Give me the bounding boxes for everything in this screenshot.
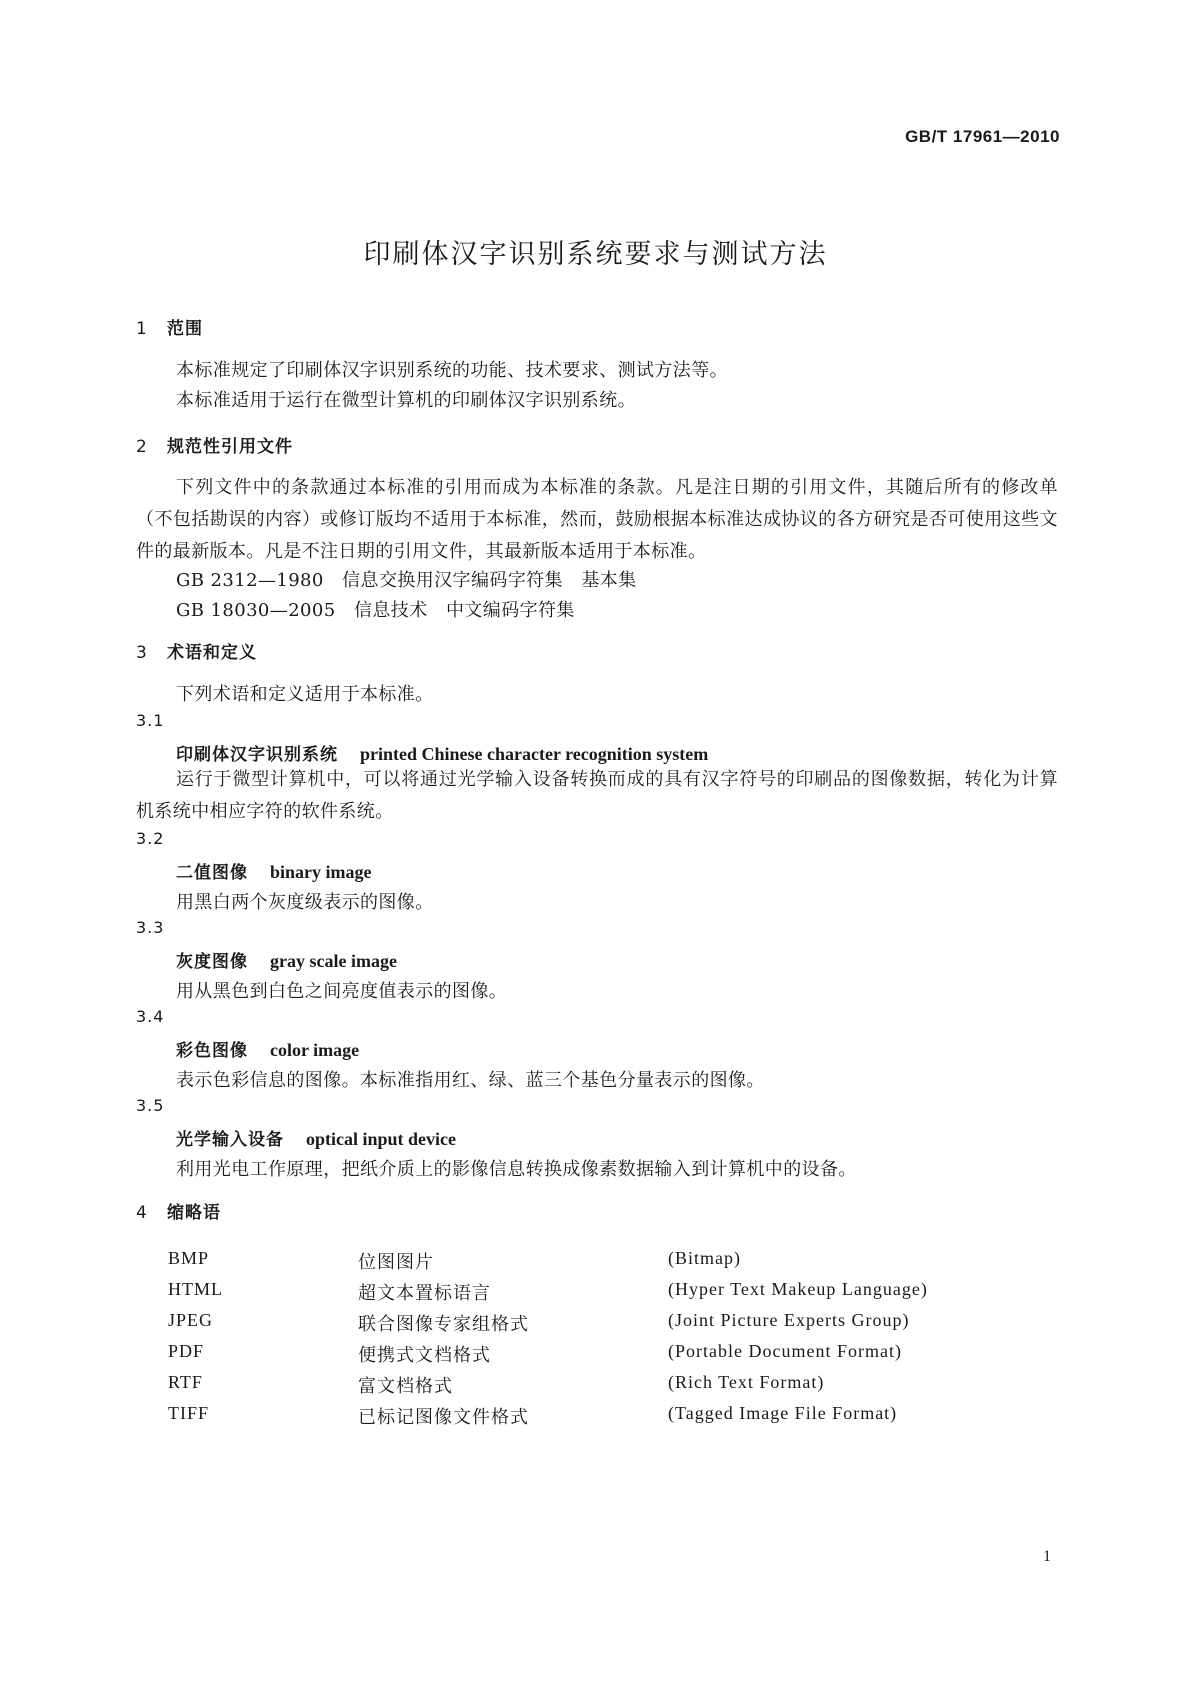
section-number: 4 [136,1203,148,1223]
term-entry [176,1036,359,1061]
section-4-heading [136,1198,221,1223]
term-chinese: 灰度图像 [176,952,248,972]
section-1-para-1: 本标准规定了印刷体汉字识别系统的功能、技术要求、测试方法等。 [176,360,728,381]
section-title: 术语和定义 [167,643,257,663]
abbreviation-chinese: 位图图片 [358,1252,434,1273]
standard-number: GB/T 17961—2010 [905,127,1060,146]
section-number: 2 [136,437,148,457]
normative-reference-2: GB 18030—2005 信息技术 中文编码字符集 [176,600,575,621]
abbreviation-code: HTML [168,1279,223,1299]
term-definition: 运行于微型计算机中，可以将通过光学输入设备转换而成的具有汉字符号的印刷品的图像数据，转化为计算机系统中相应字符的软件系统。 [136,769,1058,822]
page-number: 1 [1043,1548,1051,1565]
abbreviation-code: JPEG [168,1310,214,1330]
term-entry [176,740,708,765]
abbreviation-chinese: 便携式文档格式 [358,1345,491,1366]
normative-reference-1: GB 2312—1980 信息交换用汉字编码字符集 基本集 [176,570,637,591]
term-english: gray scale image [270,951,397,971]
abbreviation-code: RTF [168,1372,203,1392]
abbreviation-english: (Portable Document Format) [668,1341,902,1361]
term-definition: 利用光电工作原理，把纸介质上的影像信息转换成像素数据输入到计算机中的设备。 [176,1159,857,1180]
section-3-heading [136,638,257,663]
clause-number: 3.4 [136,1007,165,1026]
abbreviation-code: BMP [168,1248,210,1268]
term-definition: 用从黑色到白色之间亮度值表示的图像。 [176,981,508,1002]
term-english: optical input device [306,1129,457,1149]
clause-number: 3.5 [136,1096,165,1115]
abbreviation-english: (Rich Text Format) [668,1372,825,1392]
section-number: 1 [136,319,148,339]
term-english: color image [270,1040,360,1060]
section-title: 范围 [167,319,203,339]
section-2-para: 下列文件中的条款通过本标准的引用而成为本标准的条款。凡是注日期的引用文件，其随后所有的修改单（不包括勘误的内容）或修订版均不适用于本标准，然而，鼓励根据本标准达成协议的各方研究是否可使用这些文件的最新版本。凡是不注日期的引用文件，其最新版本适用于本标准。 [136,477,1058,562]
clause-number: 3.1 [136,711,165,730]
abbreviation-english: (Tagged Image File Format) [668,1403,898,1423]
term-definition: 表示色彩信息的图像。本标准指用红、绿、蓝三个基色分量表示的图像。 [176,1070,765,1091]
abbreviation-english: (Hyper Text Makeup Language) [668,1279,928,1299]
abbreviation-chinese: 已标记图像文件格式 [358,1407,529,1428]
section-title: 规范性引用文件 [167,437,293,457]
abbreviation-code: PDF [168,1341,205,1361]
section-3-intro: 下列术语和定义适用于本标准。 [176,684,434,705]
document-title: 印刷体汉字识别系统要求与测试方法 [363,239,828,270]
term-entry [176,858,372,883]
abbreviation-chinese: 超文本置标语言 [358,1283,491,1304]
clause-number: 3.3 [136,918,165,937]
term-chinese: 光学输入设备 [176,1130,284,1150]
term-entry [176,947,397,972]
abbreviation-chinese: 联合图像专家组格式 [358,1314,529,1335]
abbreviation-english: (Bitmap) [668,1248,741,1268]
abbreviation-english: (Joint Picture Experts Group) [668,1310,910,1330]
term-definition: 用黑白两个灰度级表示的图像。 [176,892,434,913]
section-title: 缩略语 [167,1203,221,1223]
clause-number: 3.2 [136,829,165,848]
term-english: binary image [270,862,372,882]
section-1-heading [136,314,203,339]
term-entry [176,1125,456,1150]
section-number: 3 [136,643,148,663]
abbreviation-chinese: 富文档格式 [358,1376,453,1397]
section-2-heading [136,432,293,457]
term-chinese: 二值图像 [176,863,248,883]
term-english: printed Chinese character recognition system [360,744,709,764]
abbreviation-code: TIFF [168,1403,210,1423]
term-chinese: 彩色图像 [176,1041,248,1061]
term-chinese: 印刷体汉字识别系统 [176,745,338,765]
section-1-para-2: 本标准适用于运行在微型计算机的印刷体汉字识别系统。 [176,390,636,411]
